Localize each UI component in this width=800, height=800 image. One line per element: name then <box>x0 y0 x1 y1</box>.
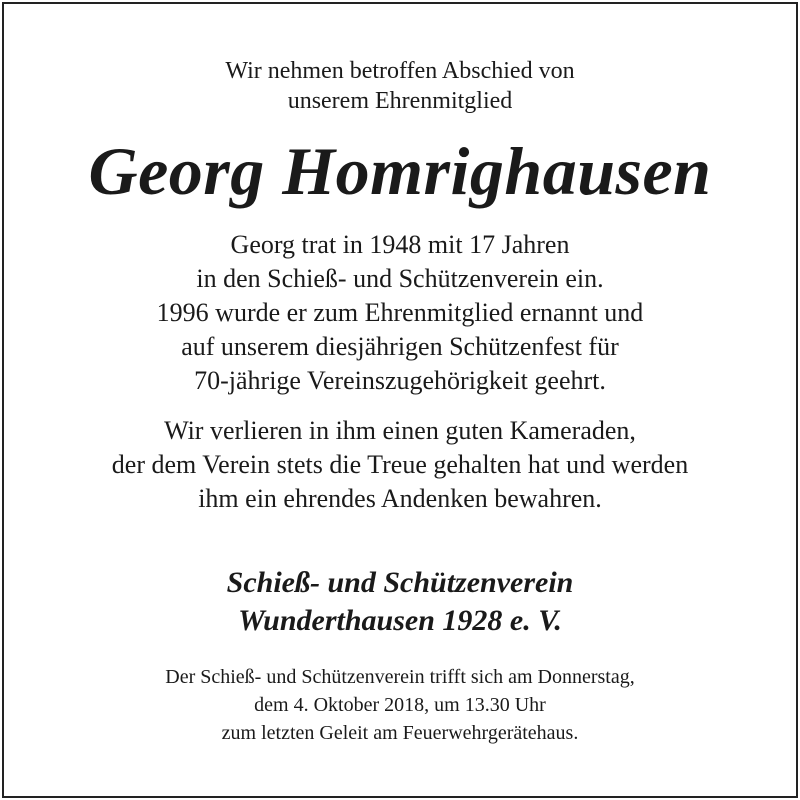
organization-line-1: Schieß- und Schützenverein <box>226 566 574 599</box>
funeral-info-line-1: Der Schieß- und Schützenverein trifft sich am Donnerstag, <box>165 666 635 688</box>
biography-line-1: Georg trat in 1948 mit 17 Jahren <box>230 230 570 259</box>
biography-line-3: 1996 wurde er zum Ehrenmitglied ernannt und <box>156 298 644 327</box>
tribute-line-3: ihm ein ehrendes Andenken bewahren. <box>198 484 602 513</box>
tribute-line-2: der dem Verein stets die Treue gehalten hat und werden <box>111 450 689 479</box>
intro-line-2: unserem Ehrenmitglied <box>287 88 513 114</box>
intro-line-1: Wir nehmen betroffen Abschied von <box>225 58 575 84</box>
funeral-info-line-3: zum letzten Geleit am Feuerwehrgerätehaus. <box>221 722 579 744</box>
tribute-line-1: Wir verlieren in ihm einen guten Kameraden, <box>164 416 636 445</box>
funeral-info-line-2: dem 4. Oktober 2018, um 13.30 Uhr <box>254 694 546 716</box>
biography-line-4: auf unserem diesjährigen Schützenfest für <box>181 332 619 361</box>
deceased-name: Georg Homrighausen <box>88 133 712 209</box>
biography-line-5: 70-jährige Vereinszugehörigkeit geehrt. <box>194 366 606 395</box>
organization-line-2: Wunderthausen 1928 e. V. <box>238 604 562 637</box>
biography-line-2: in den Schieß- und Schützenverein ein. <box>196 264 604 293</box>
